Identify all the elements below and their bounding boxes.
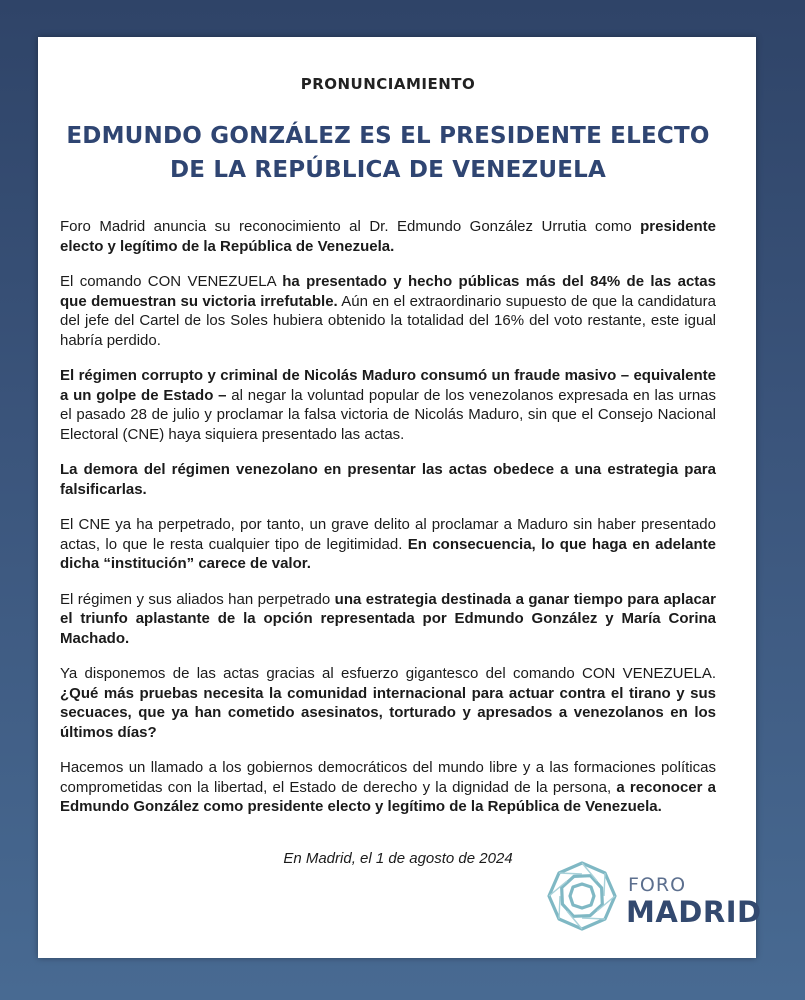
paragraph-8-bold: a reconocer a Edmundo González como presidente electo y legítimo de la República de Venezuela. <box>60 778 716 815</box>
paragraph-8-text: Hacemos un llamado a los gobiernos democráticos del mundo libre y a las formaciones políticas comprometidas con la libertad, el Estado de derecho y la dignidad de la persona, <box>60 759 716 796</box>
document-kicker: PRONUNCIAMIENTO <box>300 75 476 93</box>
paragraph-7 <box>60 664 716 742</box>
foro-madrid-logo <box>546 860 762 932</box>
paragraph-4 <box>60 460 716 499</box>
headline-line-2: DE LA REPÚBLICA DE VENEZUELA <box>169 157 607 183</box>
paragraph-3-bold: El régimen corrupto y criminal de Nicolás Maduro consumó un fraude masivo – equivalente a un golpe de Estado – <box>60 367 716 404</box>
paragraph-2-text-c: Aún en el extraordinario supuesto de que la candidatura del jefe del Cartel de los Soles hubiera obtenido la totalidad del 16% del voto restante, este igual habría perdido. <box>60 292 716 349</box>
paragraph-5-bold: En consecuencia, lo que haga en adelante dicha “institución” carece de valor. <box>60 535 716 572</box>
logo-text-foro: FORO <box>628 874 687 896</box>
paragraph-4-bold: La demora del régimen venezolano en presentar las actas obedece a una estrategia para falsificarlas. <box>60 461 716 498</box>
paragraph-8 <box>60 758 716 817</box>
signature-date: En Madrid, el 1 de agosto de 2024 <box>283 850 513 867</box>
paragraph-7-bold: ¿Qué más pruebas necesita la comunidad internacional para actuar contra el tirano y sus secuaces, que ya han cometido asesinatos, torturado y apresados a venezolanos en los últimos días? <box>60 684 716 741</box>
paragraph-7-text: Ya disponemos de las actas gracias al esfuerzo gigantesco del comando CON VENEZUELA. <box>60 665 716 682</box>
paragraph-3 <box>60 366 716 444</box>
paragraph-5-text: El CNE ya ha perpetrado, por tanto, un grave delito al proclamar a Maduro sin haber presentado actas, lo que le resta cualquier tipo de legitimidad. <box>60 516 716 553</box>
paragraph-3-text: al negar la voluntad popular de los venezolanos expresada en las urnas el pasado 28 de julio y proclamar la falsa victoria de Nicolás Maduro, sin que el Consejo Nacional Electoral (CNE) haya siquiera presentado las actas. <box>60 386 717 443</box>
paragraph-6-text: El régimen y sus aliados han perpetrado <box>60 590 335 608</box>
statement-document <box>38 37 762 958</box>
logo-text-madrid: MADRID <box>626 895 762 929</box>
paragraph-1-bold: presidente electo y legítimo de la República de Venezuela. <box>60 218 716 255</box>
paragraph-2-bold: ha presentado y hecho públicas más del 84% de las actas que demuestran su victoria irrefutable. <box>60 273 716 310</box>
foro-madrid-octagon-icon <box>546 860 618 932</box>
paragraph-5 <box>60 515 716 574</box>
paragraph-1-text: Foro Madrid anuncia su reconocimiento al Dr. Edmundo González Urrutia como <box>60 218 641 235</box>
paragraph-2 <box>60 272 716 350</box>
document-headline <box>60 119 716 187</box>
paragraph-6-bold: una estrategia destinada a ganar tiempo para aplacar el triunfo aplastante de la opción representada por Edmundo González y María Corina Machado. <box>60 590 716 647</box>
paragraph-6 <box>60 590 716 649</box>
paragraph-2-text-a: El comando CON VENEZUELA <box>60 273 283 290</box>
paragraph-1 <box>60 217 716 256</box>
headline-line-1: EDMUNDO GONZÁLEZ ES EL PRESIDENTE ELECTO <box>66 123 710 149</box>
